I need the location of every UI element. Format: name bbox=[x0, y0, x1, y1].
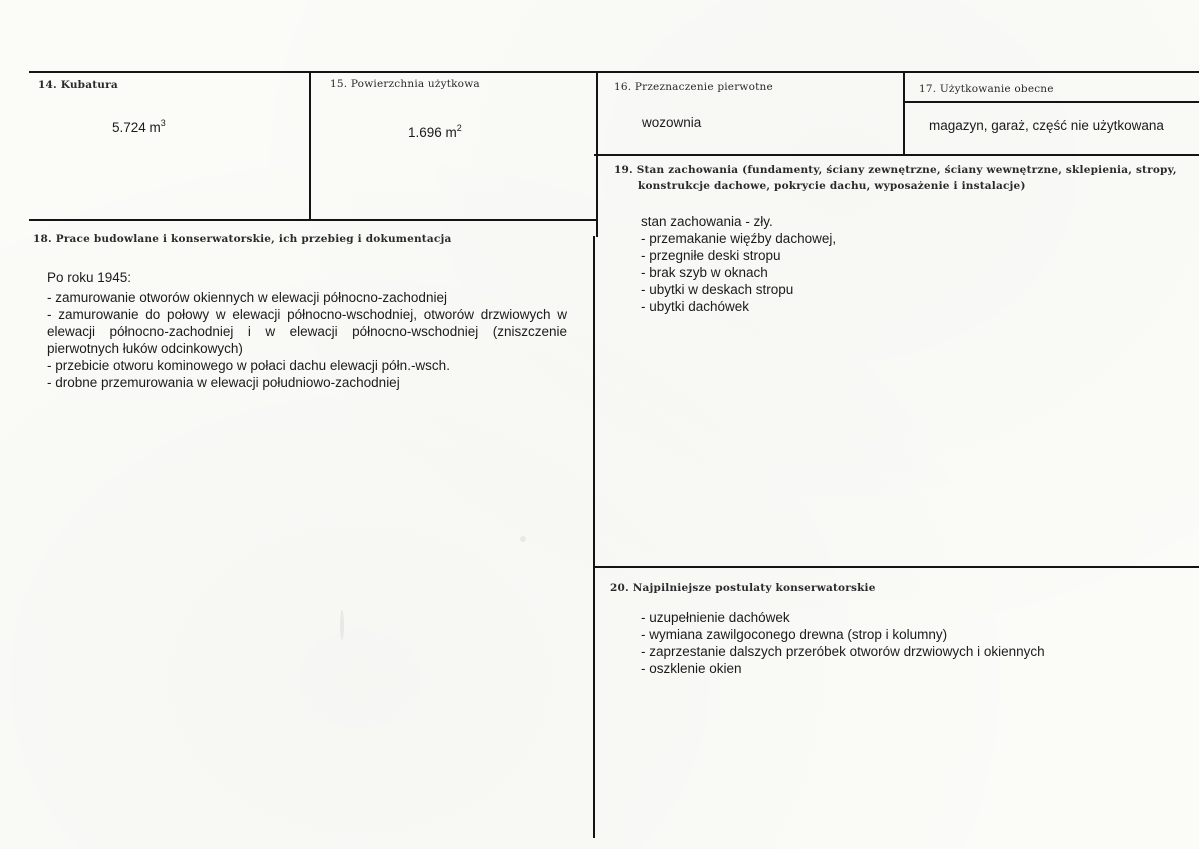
f17-label: 17. Użytkowanie obecne bbox=[919, 83, 1054, 95]
f20-item: - wymiana zawilgoconego drewna (strop i kolumny) bbox=[641, 627, 948, 642]
top-rule bbox=[29, 71, 1199, 73]
f14-f18-rule bbox=[29, 219, 597, 221]
f14-value-exponent: 3 bbox=[160, 118, 166, 128]
f15-value-number: 1.696 m bbox=[408, 125, 457, 140]
f14-value bbox=[112, 119, 166, 136]
f18-item: - zamurowanie do połowy w elewacji północno-wschodniej, otworów drzwiowych w elewacji północno-zachodniej i w elewacji północno-wschodniej (zniszczenie pierwotnych łuków odcinkowych) bbox=[47, 307, 567, 356]
paper-mark bbox=[340, 610, 344, 640]
f18-label: 18. Prace budowlane i konserwatorskie, ich przebieg i dokumentacja bbox=[33, 233, 452, 245]
f16-value: wozownia bbox=[642, 115, 702, 130]
f19-list bbox=[641, 213, 1161, 315]
f20-item: - oszklenie okien bbox=[641, 661, 742, 676]
f15-f16-divider bbox=[596, 71, 598, 237]
f18-intro: Po roku 1945: bbox=[47, 270, 132, 285]
f19-label-line1: 19. Stan zachowania (fundamenty, ściany zewnętrzne, ściany wewnętrzne, sklepienia, stropy, bbox=[614, 164, 1177, 176]
f17-value: magazyn, garaż, część nie użytkowana bbox=[929, 118, 1164, 133]
f15-value-exponent: 2 bbox=[456, 123, 462, 133]
f20-item: - uzupełnienie dachówek bbox=[641, 610, 790, 625]
f14-label: 14. Kubatura bbox=[38, 79, 118, 91]
f15-label: 15. Powierzchnia użytkowa bbox=[330, 78, 480, 90]
f19-label-line2: konstrukcje dachowe, pokrycie dachu, wyposażenie i instalacje) bbox=[638, 180, 1026, 192]
f16-f17-divider bbox=[903, 71, 905, 156]
f19-item: stan zachowania - zły. bbox=[641, 214, 773, 229]
f19-item: - ubytki w deskach stropu bbox=[641, 282, 794, 297]
f19-f20-rule bbox=[594, 566, 1199, 568]
f14-value-number: 5.724 m bbox=[112, 120, 161, 135]
f17-label-rule bbox=[904, 101, 1199, 103]
f19-item: - przegniłe deski stropu bbox=[641, 248, 781, 263]
f19-item: - brak szyb w oknach bbox=[641, 265, 768, 280]
f18-list bbox=[47, 289, 567, 391]
f20-label: 20. Najpilniejsze postulaty konserwatorskie bbox=[610, 582, 876, 594]
f16-label: 16. Przeznaczenie pierwotne bbox=[614, 81, 773, 93]
f19-item: - przemakanie więźby dachowej, bbox=[641, 231, 837, 246]
f18-item: - drobne przemurowania w elewacji południowo-zachodniej bbox=[47, 375, 400, 390]
f14-f15-divider bbox=[309, 71, 311, 221]
f20-list bbox=[641, 609, 1181, 677]
f15-value bbox=[408, 124, 462, 141]
f16-f19-rule bbox=[594, 154, 1199, 156]
f18-right-divider bbox=[593, 236, 595, 838]
f20-item: - zaprzestanie dalszych przeróbek otworów drzwiowych i okiennych bbox=[641, 644, 1045, 659]
f18-item: - zamurowanie otworów okiennych w elewacji północno-zachodniej bbox=[47, 290, 447, 305]
paper-mark bbox=[520, 536, 526, 542]
f19-item: - ubytki dachówek bbox=[641, 299, 750, 314]
f18-item: - przebicie otworu kominowego w połaci dachu elewacji półn.-wsch. bbox=[47, 358, 450, 373]
